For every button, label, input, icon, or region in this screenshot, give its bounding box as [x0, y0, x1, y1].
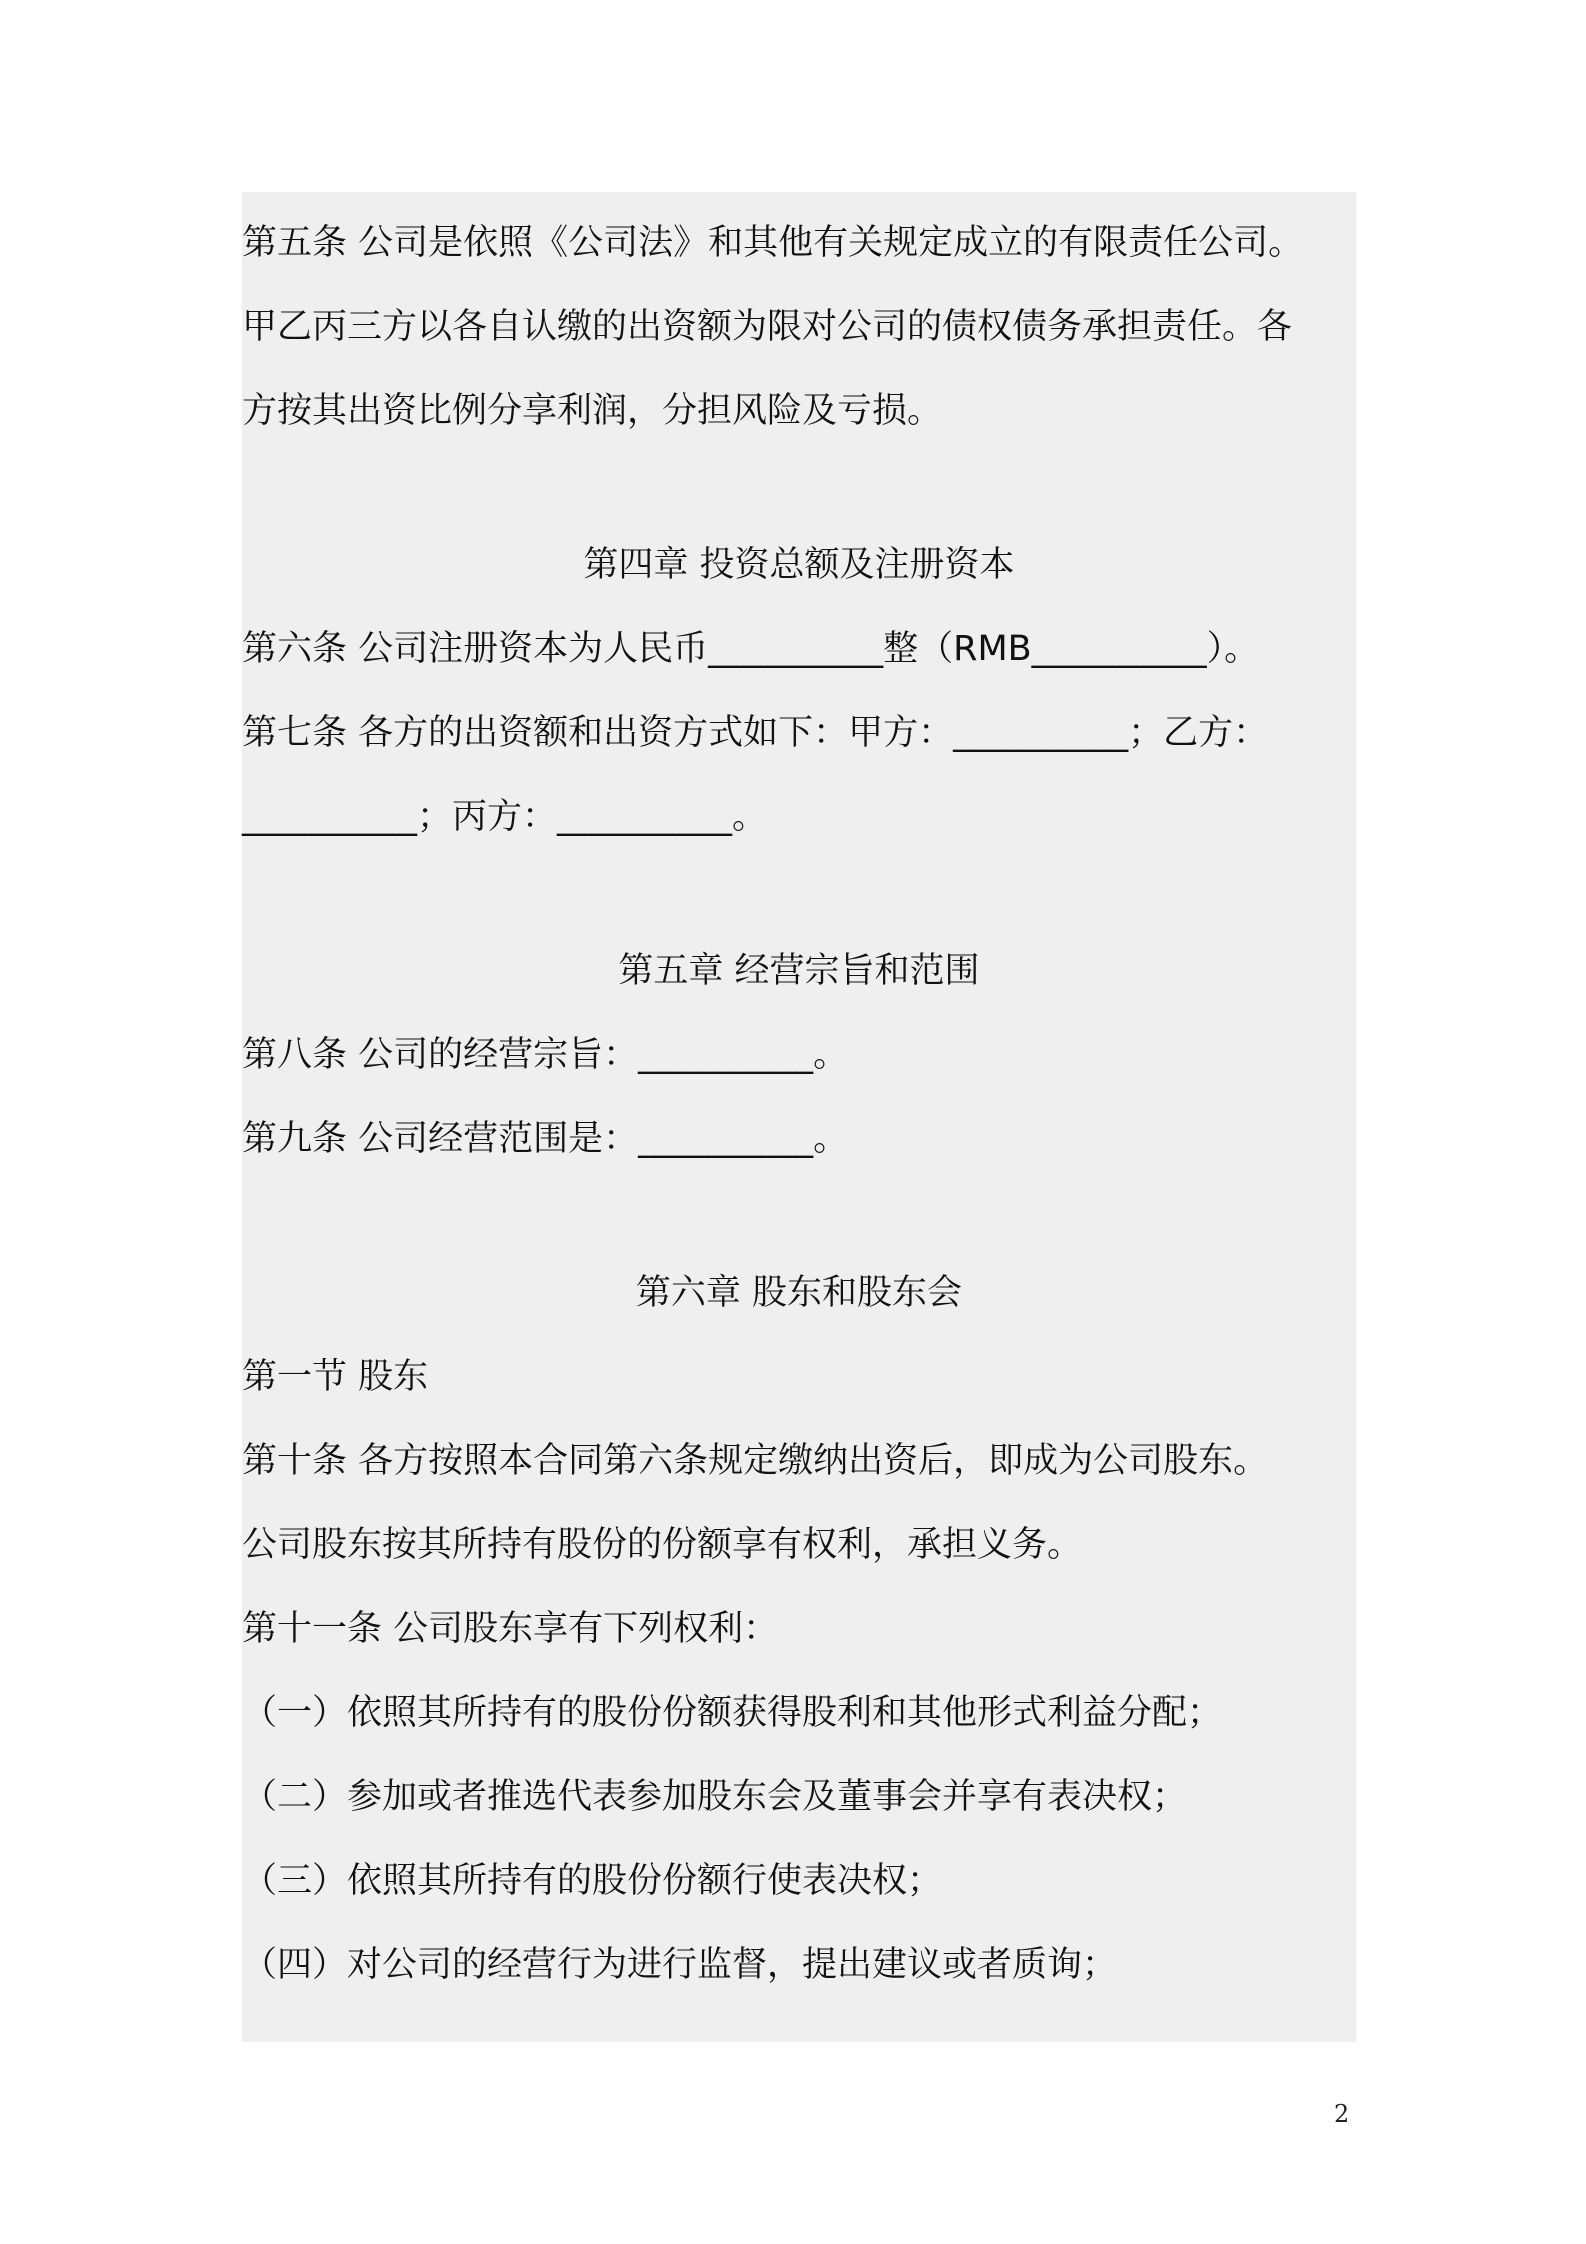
article-10-line-1: 第十条 各方按照本合同第六条规定缴纳出资后，即成为公司股东。 [242, 1441, 1269, 1481]
article-10-line-2: 公司股东按其所持有股份的份额享有权利，承担义务。 [242, 1525, 1083, 1565]
article-7-line-1: 第七条 各方的出资额和出资方式如下：甲方：__________；乙方： [242, 713, 1269, 753]
right-4-line: （四）对公司的经营行为进行监督，提出建议或者质询； [242, 1945, 1118, 1985]
page-number: 2 [1334, 2100, 1350, 2128]
right-3-line: （三）依照其所持有的股份份额行使表决权； [242, 1861, 943, 1901]
chapter-5-heading: 第五章 经营宗旨和范围 [618, 951, 980, 991]
article-6-line: 第六条 公司注册资本为人民币__________整（RMB__________）。 [242, 629, 1260, 669]
article-5-line-1: 第五条 公司是依照《公司法》和其他有关规定成立的有限责任公司。 [242, 223, 1304, 263]
chapter-4-heading: 第四章 投资总额及注册资本 [583, 545, 1015, 585]
right-2-line: （二）参加或者推选代表参加股东会及董事会并享有表决权； [242, 1777, 1188, 1817]
article-7-line-2: __________；丙方：__________。 [242, 797, 768, 837]
article-11-line: 第十一条 公司股东享有下列权利： [242, 1609, 779, 1649]
article-9-line: 第九条 公司经营范围是：__________。 [242, 1119, 849, 1159]
section-1-heading: 第一节 股东 [242, 1357, 429, 1397]
article-5-line-2: 甲乙丙三方以各自认缴的出资额为限对公司的债权债务承担责任。各 [242, 307, 1293, 347]
document-text-block [242, 192, 1356, 2042]
article-5-line-3: 方按其出资比例分享利润，分担风险及亏损。 [242, 391, 943, 431]
right-1-line: （一）依照其所持有的股份份额获得股利和其他形式利益分配； [242, 1693, 1223, 1733]
chapter-6-heading: 第六章 股东和股东会 [635, 1273, 963, 1313]
article-8-line: 第八条 公司的经营宗旨：__________。 [242, 1035, 849, 1075]
